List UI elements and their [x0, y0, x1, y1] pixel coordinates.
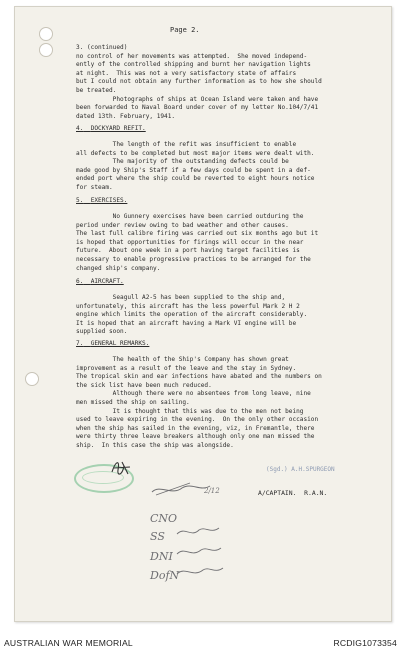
- text-line: for steam.: [76, 183, 113, 191]
- section-7-heading: 7. GENERAL REMARKS.: [76, 340, 150, 347]
- signed-name: (Sgd.) A.H.SPURGEON: [266, 466, 335, 473]
- section-3-text: [76, 44, 322, 121]
- annotation-ss: SS: [150, 530, 165, 543]
- text-line: Seagull A2-5 has been supplied to the ship and,: [76, 294, 286, 301]
- text-line: period under review owing to bad weather and other causes.: [76, 221, 289, 229]
- text-line: The length of the refit was insufficient to enable: [76, 141, 297, 148]
- text-line: all defects to be completed but most major items were dealt with.: [76, 149, 315, 157]
- text-line: Although there were no absentees from long leave, nine: [76, 390, 311, 398]
- text-line: ently of the controlled shipping and burnt her navigation lights: [76, 61, 311, 69]
- text-line: engine which limits the operation of the aircraft considerably.: [76, 311, 308, 319]
- punch-hole: [39, 43, 53, 57]
- text-line: be treated.: [76, 86, 117, 94]
- text-line: is hoped that opportunities for firings will occur in the near: [76, 238, 304, 246]
- annotation-dni: DNI: [150, 550, 173, 563]
- text-line: made good by Ship's Staff if a few days could be spent in a def-: [76, 166, 311, 174]
- text-line: It is thought that this was due to the men not being: [76, 407, 304, 415]
- text-line: The majority of the outstanding defects could be: [76, 158, 289, 166]
- text-line: when the ship has sailed in the evening, viz, in Fremantle, there: [76, 424, 315, 432]
- text-line: unfortunately, this aircraft has the less powerful Mark 2 H 2: [76, 302, 300, 310]
- punch-hole: [39, 27, 53, 41]
- annotation-date: 2/12: [204, 487, 220, 495]
- section-4-heading: 4. DOCKYARD REFIT.: [76, 125, 146, 132]
- text-line: men missed the ship on sailing.: [76, 398, 190, 406]
- text-line: changed ship's company.: [76, 264, 161, 272]
- text-line: dated 13th. February, 1941.: [76, 112, 176, 120]
- text-line: It is hoped that an aircraft having a Mark VI engine will be: [76, 319, 297, 327]
- section-5-heading: 5. EXERCISES.: [76, 197, 128, 204]
- text-line: at night. This was not a very satisfactory state of affairs: [76, 69, 297, 77]
- text-line: necessary to enable progressive practices to be arranged for the: [76, 255, 311, 263]
- punch-hole: [25, 372, 39, 386]
- text-line: No Gunnery exercises have been carried outduring the: [76, 213, 304, 220]
- text-line: improvement as a result of the leave and the stay in Sydney.: [76, 364, 297, 372]
- text-line: The tropical skin and ear infections have abated and the numbers on: [76, 373, 322, 381]
- text-line: ship. In this case the ship was alongside.: [76, 441, 234, 449]
- text-line: used to leave expiring in the evening. On the only other occasion: [76, 416, 319, 424]
- text-line: no control of her movements was attempted. She moved independ-: [76, 52, 308, 60]
- section-6-heading: 6. AIRCRAFT.: [76, 278, 124, 285]
- archive-footer-left: AUSTRALIAN WAR MEMORIAL: [4, 638, 133, 648]
- section-5-text: [76, 213, 318, 273]
- section-4-text: [76, 141, 314, 193]
- annotation-dofn: DofN: [150, 569, 180, 582]
- section-7-text: [76, 356, 322, 451]
- annotation-cno: CNO: [150, 512, 178, 525]
- text-line: The last full calibre firing was carried out six months ago but it: [76, 230, 319, 238]
- text-line: the sick list have been much reduced.: [76, 381, 212, 389]
- text-line: future. About one week in a port having target facilities is: [76, 247, 300, 255]
- text-line: The health of the Ship's Company has shown great: [76, 356, 289, 363]
- text-line: been forwarded to Naval Board under cover of my letter No.104/7/41: [76, 104, 319, 112]
- text-line: but I could not obtain any further information as to how she should: [76, 78, 322, 86]
- text-line: supplied soon.: [76, 328, 128, 336]
- section-6-text: [76, 294, 307, 337]
- signature-title: A/CAPTAIN. R.A.N.: [258, 489, 328, 497]
- text-line: 3. (continued): [76, 44, 128, 51]
- pencil-initials: [175, 524, 225, 584]
- text-line: ended port where the ship could be reverted to eight hours notice: [76, 175, 315, 183]
- text-line: were thirty three leave breakers although only one man missed the: [76, 433, 315, 441]
- text-line: Photographs of ships at Ocean Island were taken and have: [76, 95, 319, 103]
- initials-mark: [108, 458, 136, 480]
- archive-footer-right: RCDIG1073354: [333, 638, 397, 648]
- page-number: Page 2.: [170, 26, 200, 34]
